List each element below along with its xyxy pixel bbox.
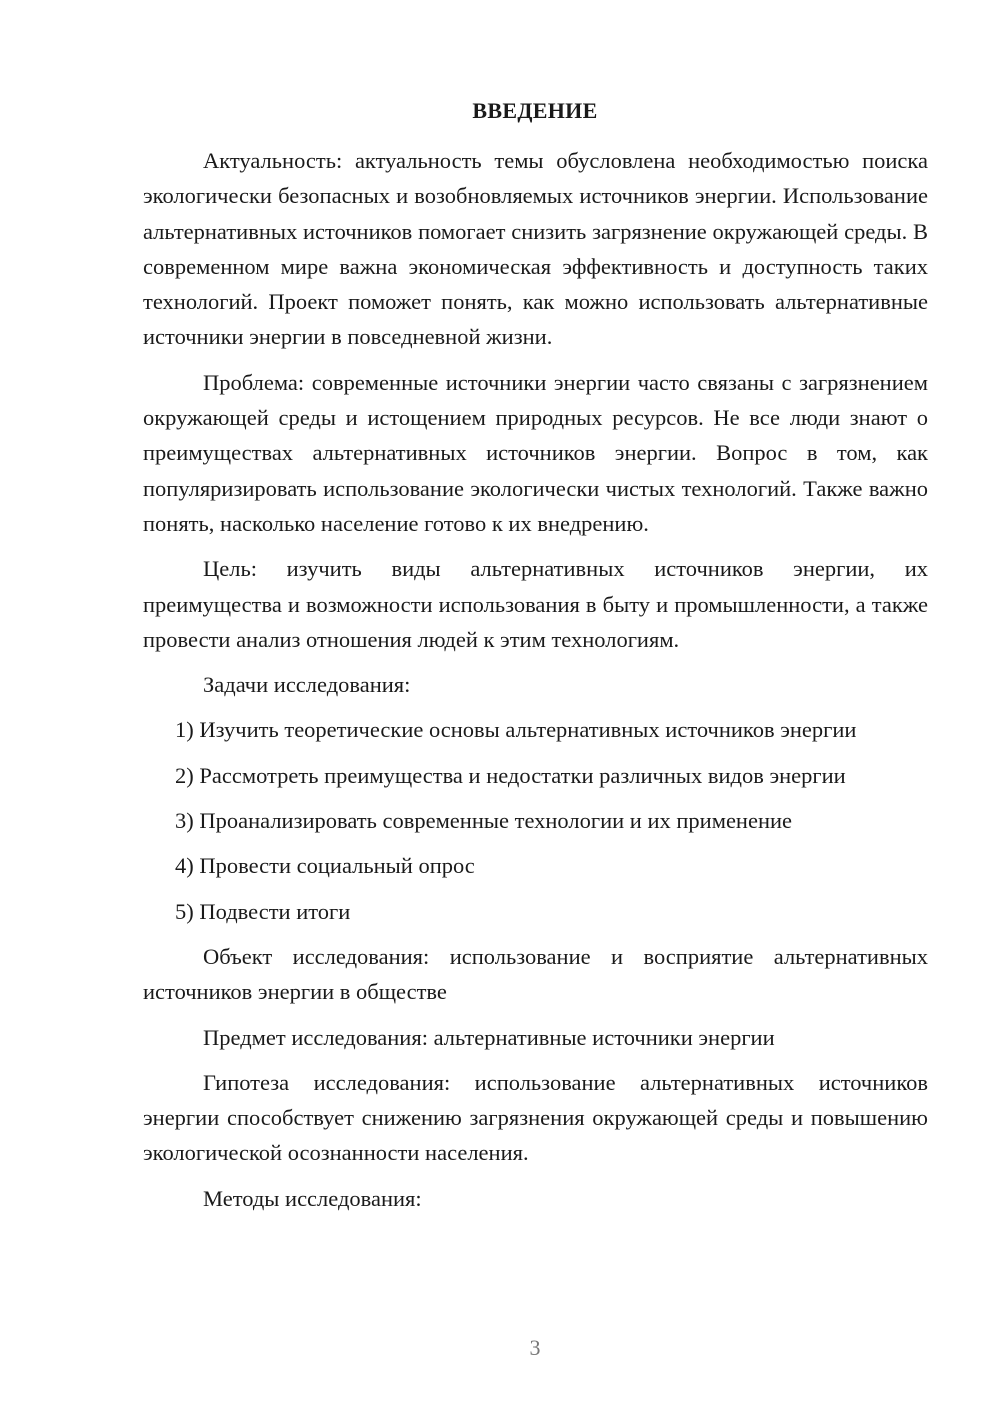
tasks-list [143, 712, 928, 928]
paragraph-relevance: Актуальность: актуальность темы обусловлена необходимостью поиска экологически безопасных и возобновляемых источников энергии. Использование альтернативных источников помогает снизить загрязнение окружающей среды. В современном мире важна экономическая эффективность и доступность таких технологий. Проект поможет понять, как можно использовать альтернативные источники энергии в повседневной жизни. [143, 148, 928, 350]
task-item-2: 2) Рассмотреть преимущества и недостатки различных видов энергии [175, 762, 846, 788]
task-item-1: 1) Изучить теоретические основы альтернативных источников энергии [175, 717, 857, 743]
paragraph-problem: Проблема: современные источники энергии часто связаны с загрязнением окружающей среды и истощением природных ресурсов. Не все люди знают о преимуществах альтернативных источников энергии. Вопрос в том, как популяризировать использование экологически чистых технологий. Также важно понять, насколько население готово к их внедрению. [143, 369, 928, 536]
methods-heading: Методы исследования: [203, 1185, 422, 1211]
task-item-4: 4) Провести социальный опрос [175, 853, 475, 879]
tasks-heading: Задачи исследования: [203, 672, 411, 698]
paragraph-subject: Предмет исследования: альтернативные источники энергии [203, 1024, 775, 1050]
paragraph-goal: Цель: изучить виды альтернативных источников энергии, их преимущества и возможности использования в быту и промышленности, а также провести анализ отношения людей к этим технологиям. [143, 556, 928, 652]
page-title: ВВЕДЕНИЕ [472, 98, 598, 123]
paragraph-hypothesis: Гипотеза исследования: использование альтернативных источников энергии способствует снижению загрязнения окружающей среды и повышению экологической осознанности населения. [143, 1069, 928, 1166]
task-item-3: 3) Проанализировать современные технологии и их применение [175, 808, 793, 834]
page-number: 3 [529, 1335, 541, 1360]
document-body [143, 143, 928, 1226]
task-item-5: 5) Подвести итоги [175, 898, 351, 924]
paragraph-object: Объект исследования: использование и восприятие альтернативных источников энергии в обществе [143, 943, 928, 1005]
